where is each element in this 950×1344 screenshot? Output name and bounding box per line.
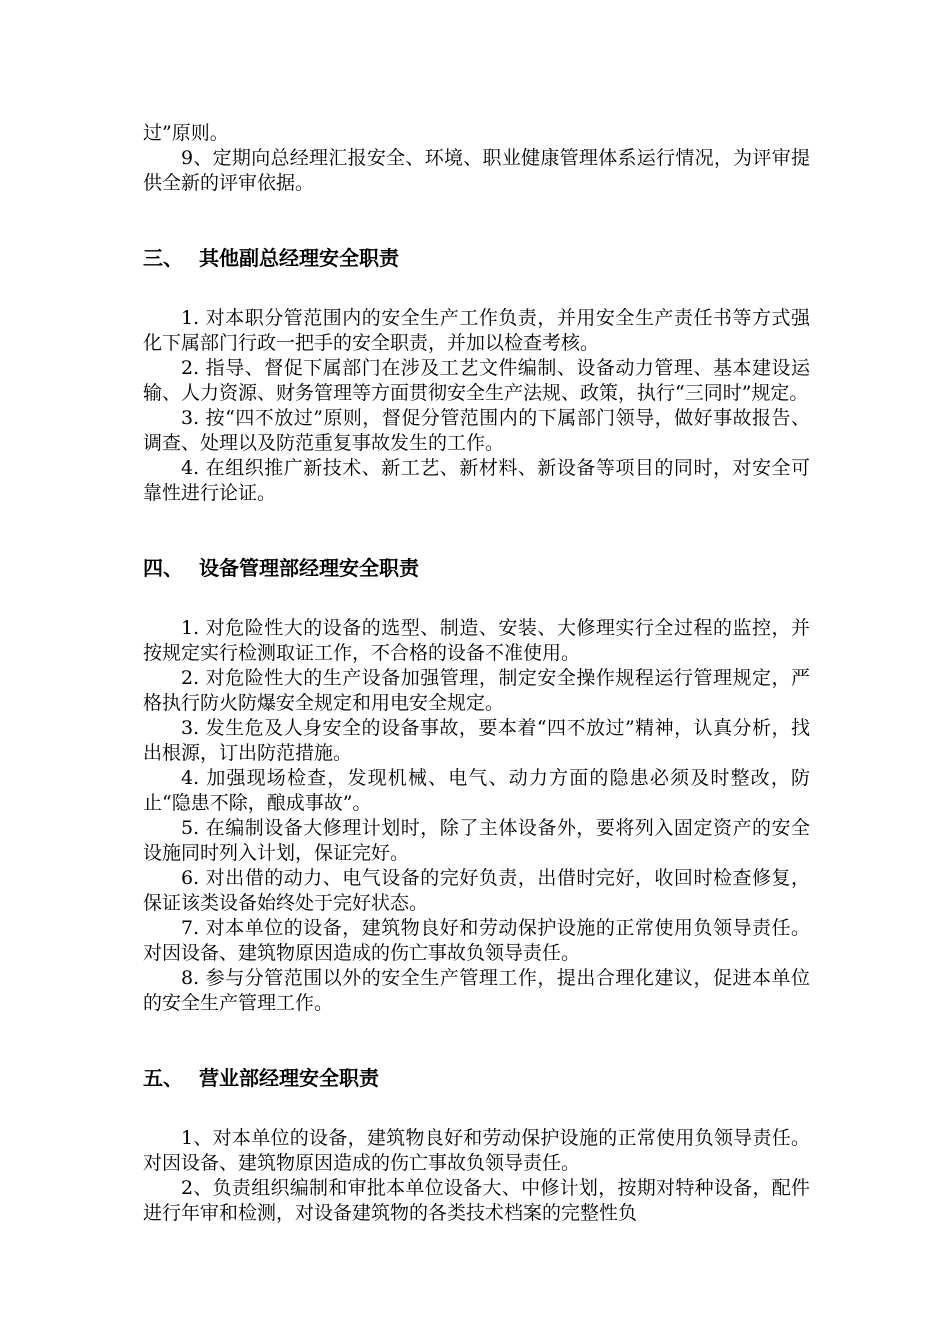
- section-5-heading: [143, 1065, 810, 1091]
- section-4-item-2: 2. 对危险性大的生产设备加强管理，制定安全操作规程运行管理规定，严格执行防火防爆安全规定和用电安全规定。: [143, 667, 810, 714]
- section-3-item-3: 3. 按“四不放过”原则，督促分管范围内的下属部门领导，做好事故报告、调查、处理以及防范重复事故发生的工作。: [143, 407, 810, 454]
- section-4-title: 设备管理部经理安全职责: [199, 556, 419, 580]
- section-4-item-4: 4. 加强现场检查，发现机械、电气、动力方面的隐患必须及时整改，防止“隐患不除，酿成事故”。: [143, 767, 810, 814]
- section-3-item-1: 1. 对本职分管范围内的安全生产工作负责，并用安全生产责任书等方式强化下属部门行政一把手的安全职责，并加以检查考核。: [143, 307, 810, 354]
- section-5-number: 五、: [143, 1066, 183, 1090]
- section-4-item-6: 6. 对出借的动力、电气设备的完好负责，出借时完好，收回时检查修复，保证该类设备始终处于完好状态。: [143, 867, 810, 914]
- intro-item-9: 9、定期向总经理汇报安全、环境、职业健康管理体系运行情况，为评审提供全新的评审依据。: [143, 147, 810, 194]
- section-5-item-2: 2、负责组织编制和审批本单位设备大、中修计划，按期对特种设备，配件进行年审和检测，对设备建筑物的各类技术档案的完整性负: [143, 1177, 810, 1224]
- section-3-heading: [143, 245, 810, 271]
- section-4-item-8: 8. 参与分管范围以外的安全生产管理工作，提出合理化建议，促进本单位的安全生产管理工作。: [143, 967, 810, 1014]
- section-5-title: 营业部经理安全职责: [199, 1066, 379, 1090]
- section-3-item-2: 2. 指导、督促下属部门在涉及工艺文件编制、设备动力管理、基本建设运输、人力资源、财务管理等方面贯彻安全生产法规、政策，执行“三同时”规定。: [143, 357, 810, 404]
- section-5-item-1: 1、对本单位的设备，建筑物良好和劳动保护设施的正常使用负领导责任。对因设备、建筑物原因造成的伤亡事故负领导责任。: [143, 1127, 810, 1174]
- section-4-number: 四、: [143, 556, 183, 580]
- section-4-item-3: 3. 发生危及人身安全的设备事故，要本着“四不放过”精神，认真分析，找出根源，订出防范措施。: [143, 717, 810, 764]
- section-4-item-1: 1. 对危险性大的设备的选型、制造、安装、大修理实行全过程的监控，并按规定实行检测取证工作，不合格的设备不准使用。: [143, 617, 810, 664]
- intro-continuation: 过”原则。: [143, 122, 229, 144]
- section-3-number: 三、: [143, 246, 183, 270]
- section-3-title: 其他副总经理安全职责: [199, 246, 399, 270]
- section-3-item-4: 4. 在组织推广新技术、新工艺、新材料、新设备等项目的同时，对安全可靠性进行论证。: [143, 457, 810, 504]
- document-body: [143, 121, 810, 1226]
- section-4-item-7: 7. 对本单位的设备，建筑物良好和劳动保护设施的正常使用负领导责任。对因设备、建筑物原因造成的伤亡事故负领导责任。: [143, 917, 810, 964]
- section-4-heading: [143, 555, 810, 581]
- section-4-item-5: 5. 在编制设备大修理计划时，除了主体设备外，要将列入固定资产的安全设施同时列入计划，保证完好。: [143, 817, 810, 864]
